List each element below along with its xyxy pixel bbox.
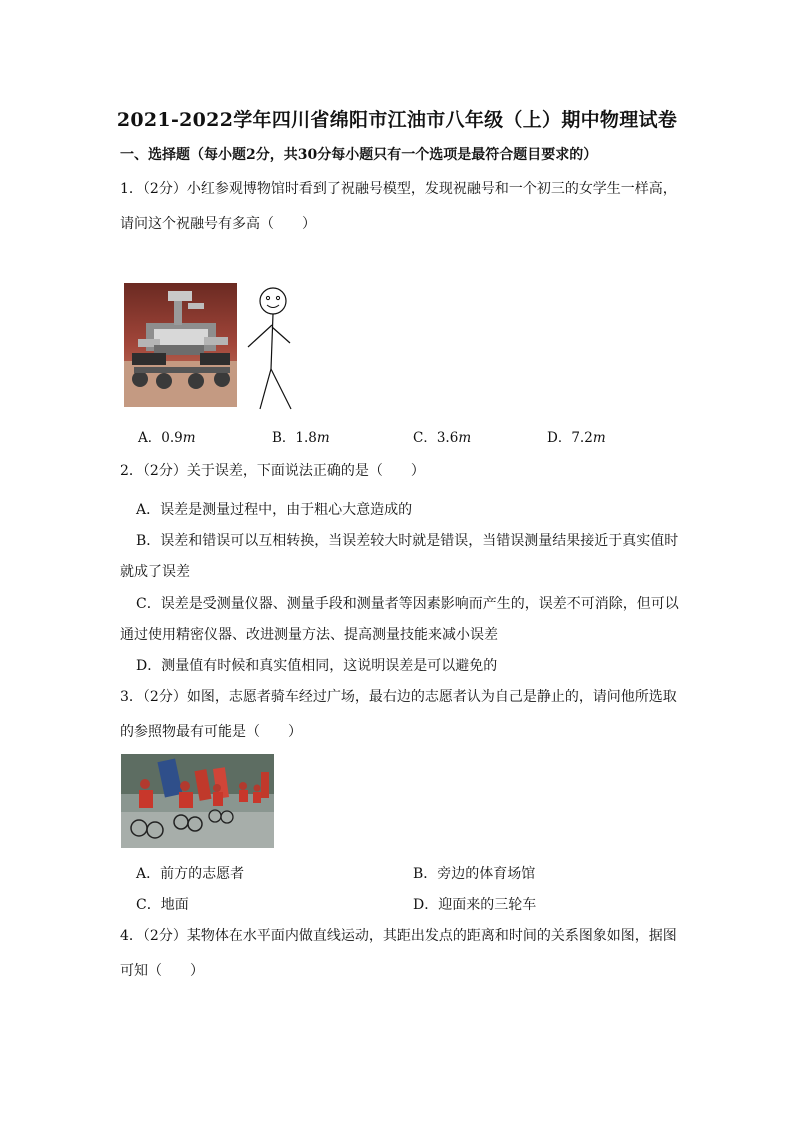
q3-option-b: B．旁边的体育场馆: [413, 866, 536, 882]
q4-line1: 4．（2分）某物体在水平面内做直线运动，其距出发点的距离和时间的关系图象如图，据图: [120, 928, 677, 944]
section-heading: 一、选择题（每小题2分，共30分每小题只有一个选项是最符合题目要求的）: [120, 147, 598, 163]
q1-option-c: C．3.6m: [413, 430, 472, 446]
q2-option-b-line2: 就成了误差: [120, 564, 190, 580]
q1-option-d: D．7.2m: [547, 430, 606, 446]
cyclists-photo: [121, 754, 274, 848]
page-title: 2021-2022学年四川省绵阳市江油市八年级（上）期中物理试卷: [116, 109, 678, 131]
q2-option-b-line1: B．误差和错误可以互相转换，当误差较大时就是错误，当错误测量结果接近于真实值时: [136, 533, 679, 549]
q3-line2: 的参照物最有可能是（ ）: [120, 724, 302, 740]
q1-line2: 请问这个祝融号有多高（ ）: [120, 216, 316, 232]
q1-option-a: A．0.9m: [138, 430, 196, 446]
q4-line2: 可知（ ）: [120, 963, 204, 979]
q1-option-b: B．1.8m: [272, 430, 330, 446]
q2-option-c-line1: C．误差是受测量仪器、测量手段和测量者等因素影响而产生的，误差不可消除，但可以: [136, 596, 679, 612]
q3-option-c: C．地面: [136, 897, 189, 913]
q3-line1: 3．（2分）如图，志愿者骑车经过广场，最右边的志愿者认为自己是静止的，请问他所选取: [120, 689, 677, 705]
q1-line1: 1．（2分）小红参观博物馆时看到了祝融号模型，发现祝融号和一个初三的女学生一样高，: [120, 181, 677, 197]
q2-option-a: A．误差是测量过程中，由于粗心大意造成的: [136, 502, 413, 518]
q2-option-d: D．测量值有时候和真实值相同，这说明误差是可以避免的: [136, 658, 498, 674]
rover-photo: [124, 283, 237, 407]
q2-stem: 2．（2分）关于误差，下面说法正确的是（ ）: [120, 463, 425, 479]
q2-option-c-line2: 通过使用精密仪器、改进测量方法、提高测量技能来减小误差: [120, 627, 498, 643]
stick-figure-drawing: [246, 285, 296, 411]
q3-option-d: D．迎面来的三轮车: [413, 897, 537, 913]
q3-option-a: A．前方的志愿者: [136, 866, 245, 882]
